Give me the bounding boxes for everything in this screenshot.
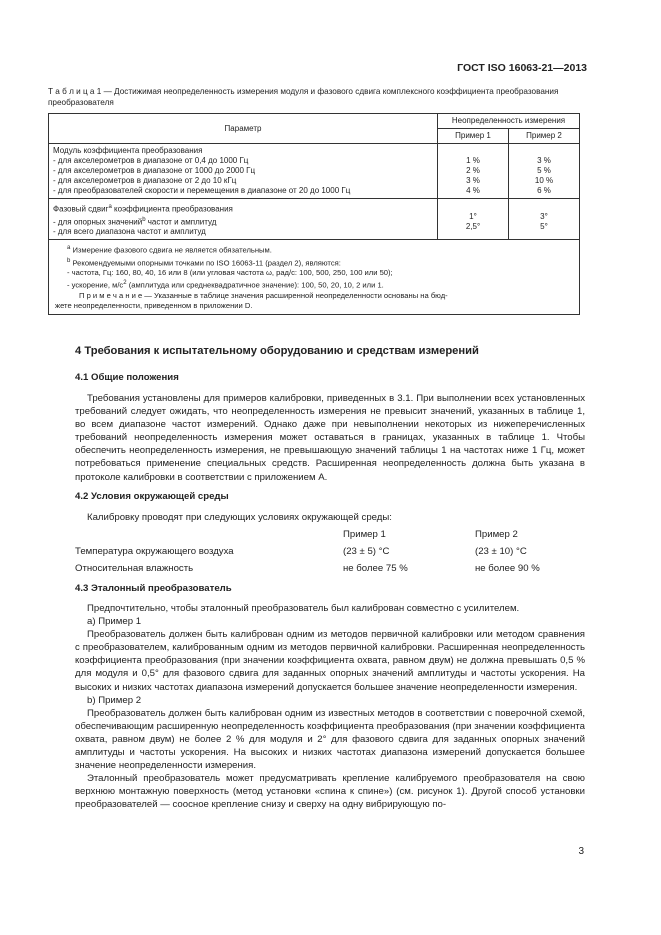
modulus-row-1: - для акселерометров в диапазоне от 0,4 до 1000 Гц (53, 156, 249, 165)
section-4-3-p1: Предпочтительно, чтобы эталонный преобразователь был калиброван совместно с усилителем. (87, 603, 520, 614)
temp-label: Температура окружающего воздуха (75, 546, 234, 557)
section-4-1-title: 4.1 Общие положения (75, 372, 179, 383)
section-4-1-body (75, 392, 585, 484)
humidity-label: Относительная влажность (75, 563, 194, 574)
section-4-3-p3: Преобразователь должен быть калиброван одним из известных методов в соответствии с поверочной схемой, обеспечивающим расширенную неопределенность коэффициента преобразования (при значении коэффициента охвата, равном двум) не более 2 % для модуля и 2° для фазового сдвига для заданных опорных значений амплитуды и частоты ускорения. На высоких и низких частотах диапазона измерений допускается большее значение неопределенности измерения. (75, 707, 585, 772)
phase-params (49, 199, 438, 240)
phase-row-2: - для всего диапазона частот и амплитуд (53, 227, 206, 237)
conditions-ex1-header: Пример 1 (343, 529, 386, 540)
section-4-3-p4: Эталонный преобразователь может предусматривать крепление калибруемого преобразователя на свою верхнюю монтажную поверхность (метод установки «спина к спине») (см. рисунок 1). Другой способ установки преобразователей — соосное крепление снизу и сверху на одну вибрирующую по- (75, 773, 585, 811)
section-4-3-body (75, 602, 585, 812)
modulus-ex2-1: 3 % (537, 156, 551, 165)
page-number: 3 (578, 846, 584, 857)
modulus-params (49, 144, 438, 199)
param-header: Параметр (49, 114, 438, 144)
temp-ex2: (23 ± 10) °С (475, 546, 527, 557)
modulus-row-2: - для акселерометров в диапазоне от 1000 до 2000 Гц (53, 166, 256, 175)
table-caption: Т а б л и ц а 1 — Достижимая неопределенность измерения модуля и фазового сдвига комплексного коэффициента преобразования преобразователя (48, 87, 559, 107)
table-notes (49, 240, 580, 315)
modulus-title: Модуль коэффициента преобразования (53, 146, 203, 155)
modulus-ex1-3: 3 % (466, 176, 480, 185)
section-4-2-title: 4.2 Условия окружающей среды (75, 491, 229, 502)
section-4-3-example-b: b) Пример 2 (87, 694, 142, 706)
table-header-row (49, 114, 580, 129)
document-header: ГОСТ ISO 16063-21—2013 (457, 62, 587, 74)
modulus-ex2-4: 6 % (537, 186, 551, 195)
modulus-ex2-3: 10 % (534, 176, 554, 185)
section-4-3-p2: Преобразователь должен быть калиброван одним из методов первичной калибровки или методом сравнения с преобразователем, калиброванным одним из методов первичной калибровки. Расширенная неопределенность коэффициента преобразования (при значении коэффициента охвата, равном двум) не должна превышать 0,5 % для модуля и 0,5° для фазового сдвига для заданных опорных значений амплитуды и частоты ускорения. На высоких и низких частотах диапазона измерений допускается большее значение неопределенности измерения. (75, 629, 585, 693)
modulus-ex1 (438, 144, 509, 199)
modulus-ex2-2: 5 % (537, 166, 551, 175)
phase-ex1 (438, 199, 509, 240)
phase-ex2 (509, 199, 580, 240)
section-4-1-paragraph: Требования установлены для примеров калибровки, приведенных в 3.1. При выполнении всех установленных требований следует ожидать, что неопределенность измерения не превысит значений, указанных в таблице 1, во всем диапазоне частот измерений. Однако даже при невыполнении некоторых из нижеперечисленных требований неопределенность измерения может оставаться в границах, указанных в таблице 1. Чтобы обеспечить неопределенность измерения, не превышающую значений таблицы 1 на частотах ниже 1 Гц, может потребоваться применение специальных средств. Расширенная неопределенность должна быть указана в протоколе калибровки в соответствии с приложением А. (75, 393, 585, 483)
section-4-3-example-a: а) Пример 1 (87, 616, 142, 628)
section-4-2-intro: Калибровку проводят при следующих условиях окружающей среды: (87, 512, 392, 523)
phase-ex1-1: 1° (469, 212, 477, 221)
phase-block-row (49, 199, 580, 240)
modulus-ex1-1: 1 % (466, 156, 480, 165)
temp-ex1: (23 ± 5) °С (343, 546, 390, 557)
uncertainty-header: Неопределенность измерения (438, 114, 580, 129)
example2-header: Пример 2 (509, 129, 580, 144)
note-a: $^a$ Измерение фазового сдвига не является обязательным. (67, 245, 272, 255)
modulus-ex1-4: 4 % (466, 186, 480, 195)
section-4-2-intro-wrap (75, 511, 585, 524)
uncertainty-table (48, 113, 580, 315)
humidity-ex1: не более 75 % (343, 563, 408, 574)
phase-ex2-1: 3° (540, 212, 548, 221)
note-remark-1: П р и м е ч а н и е — Указанные в таблице значения расширенной неопределенности основаны на бюд- (79, 290, 448, 300)
conditions-ex2-header: Пример 2 (475, 529, 518, 540)
section-4-title: 4 Требования к испытательному оборудованию и средствам измерений (75, 345, 479, 357)
phase-ex1-2: 2,5° (465, 222, 481, 231)
note-b-acceleration: - ускорение, $м/с^2$ (амплитуда или среднеквадратичное значение): 100, 50, 20, 10, 2 или 1. (67, 280, 384, 290)
phase-title: Фазовый сдвиг$^a$ коэффициента преобразования (53, 204, 233, 214)
notes-row (49, 240, 580, 315)
modulus-row-4: - для преобразователей скорости и перемещения в диапазоне от 20 до 1000 Гц (53, 186, 351, 195)
note-remark-2: жете неопределенности, приведенном в приложении D. (55, 300, 253, 310)
section-4-3-title: 4.3 Эталонный преобразователь (75, 583, 232, 594)
phase-ex2-2: 5° (540, 222, 548, 231)
example1-header: Пример 1 (438, 129, 509, 144)
note-b-frequency: - частота, Гц: 160, 80, 40, 16 или 8 (или угловая частота ω, рад/с: 100, 500, 250, 100 или 50); (67, 268, 393, 278)
modulus-ex1-2: 2 % (466, 166, 480, 175)
phase-row-1: - для опорных значений$^b$ частот и амплитуд (53, 216, 217, 227)
modulus-row-3: - для акселерометров в диапазоне от 2 до 10 кГц (53, 176, 237, 185)
modulus-block-row (49, 144, 580, 199)
modulus-ex2 (509, 144, 580, 199)
humidity-ex2: не более 90 % (475, 563, 540, 574)
note-b: $^b$ Рекомендуемыми опорными точками по ISO 16063-11 (раздел 2), являются: (67, 257, 341, 268)
